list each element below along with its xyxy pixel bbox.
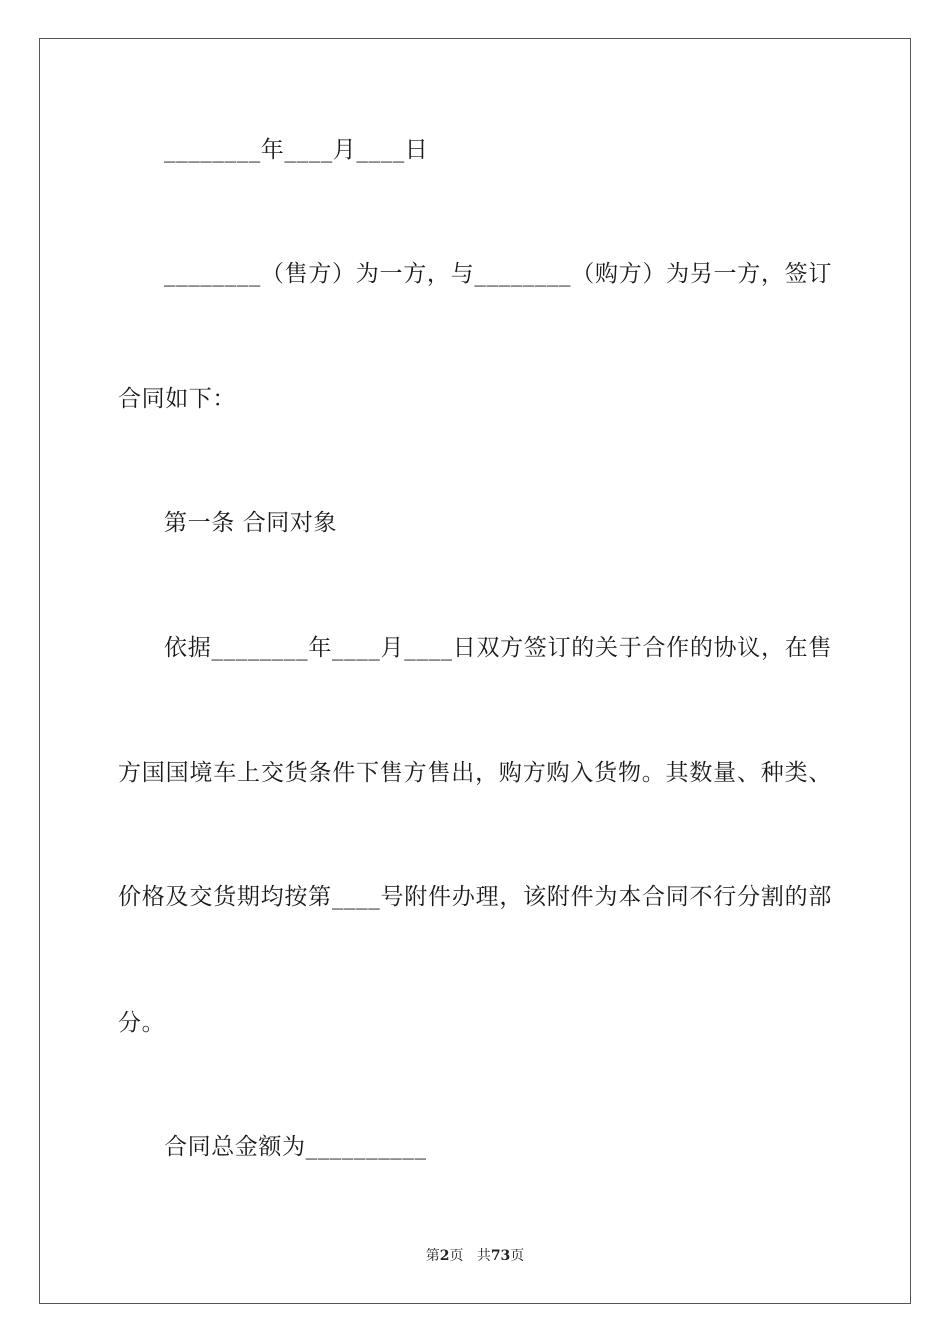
page-border [39,38,911,1304]
footer-total-pages: 73 [490,1248,511,1264]
total-amount-line: 合同总金额为__________ [164,1134,427,1160]
footer-page-suffix: 页 [449,1248,464,1264]
page-footer [0,1246,950,1266]
parties-line: ________（售方）为一方，与________（购方）为另一方，签订 [164,261,832,287]
footer-total-prefix: 共 [476,1248,491,1264]
intro-line: 合同如下： [118,386,236,412]
paragraph-line-1: 依据________年____月____日双方签订的关于合作的协议，在售 [164,635,832,661]
footer-prefix: 第 [425,1248,440,1264]
footer-page-number: 2 [439,1248,450,1264]
paragraph-line-4: 分。 [118,1010,166,1036]
article-heading: 第一条 合同对象 [164,510,338,536]
date-line: ________年____月____日 [164,137,429,163]
footer-total-suffix: 页 [510,1248,525,1264]
paragraph-line-2: 方国国境车上交货条件下售方售出，购方购入货物。其数量、种类、 [118,760,832,786]
paragraph-line-3: 价格及交货期均按第____号附件办理，该附件为本合同不行分割的部 [118,884,832,910]
